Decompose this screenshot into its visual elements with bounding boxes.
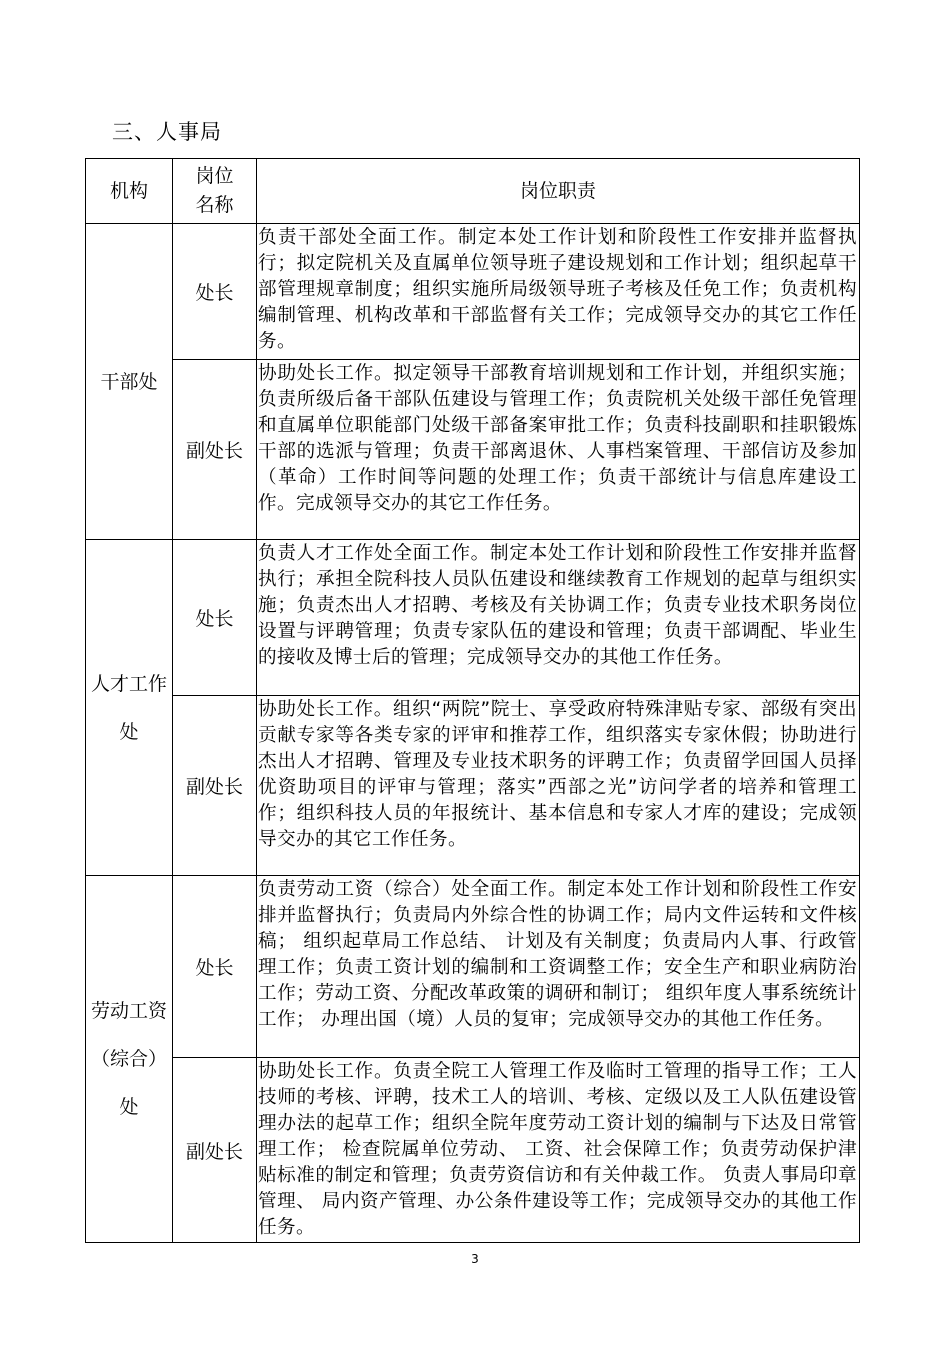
header-duties: 岗位职责 [257, 159, 860, 224]
table-row [86, 1058, 860, 1243]
duty-description: 协助处长工作。拟定领导干部教育培训规划和工作计划，并组织实施；负责所级后备干部队伍建设与管理工作；负责院机关处级干部任免管理和直属单位职能部门处级干部备案审批工作；负责科技副职和挂职锻炼干部的选派与管理；负责干部离退休、人事档案管理、干部信访及参加（革命）工作时间等问题的处理工作；负责干部统计与信息库建设工作。完成领导交办的其它工作任务。 [257, 360, 860, 540]
duty-description: 负责劳动工资（综合）处全面工作。制定本处工作计划和阶段性工作安排并监督执行；负责局内外综合性的协调工作；局内文件运转和文件核稿； 组织起草局工作总结、 计划及有关制度；负责局内人事、行政管理工作；负责工资计划的编制和工资调整工作；安全生产和职业病防治工作；劳动工资、分配改革政策的调研和制订； 组织年度人事系统统计工作； 办理出国（境）人员的复审；完成领导交办的其他工作任务。 [257, 876, 860, 1058]
table-row [86, 224, 860, 360]
department-name: 劳动工资（综合）处 [86, 876, 173, 1243]
duty-description: 协助处长工作。组织“两院”院士、享受政府特殊津贴专家、部级有突出贡献专家等各类专家的评审和推荐工作，组织落实专家休假；协助进行杰出人才招聘、管理及专业技术职务的评聘工作；负责留学回国人员择优资助项目的评审与管理；落实”西部之光”访问学者的培养和管理工作；组织科技人员的年报统计、基本信息和专家人才库的建设；完成领导交办的其它工作任务。 [257, 696, 860, 876]
table-row [86, 540, 860, 696]
table-header-row [86, 159, 860, 224]
section-title: 三、人事局 [112, 120, 222, 144]
duty-description: 负责人才工作处全面工作。制定本处工作计划和阶段性工作安排并监督执行；承担全院科技人员队伍建设和继续教育工作规划的起草与组织实施；负责杰出人才招聘、考核及有关协调工作；负责专业技术职务岗位设置与评聘管理；负责专家队伍的建设和管理；负责干部调配、毕业生的接收及博士后的管理；完成领导交办的其他工作任务。 [257, 540, 860, 696]
duty-description: 协助处长工作。负责全院工人管理工作及临时工管理的指导工作；工人技师的考核、评聘，技术工人的培训、考核、定级以及工人队伍建设管理办法的起草工作；组织全院年度劳动工资计划的编制与下达及日常管理工作； 检查院属单位劳动、 工资、社会保障工作；负责劳动保护津贴标准的制定和管理；负责劳资信访和有关仲裁工作。 负责人事局印章管理、 局内资产管理、办公条件建设等工作；完成领导交办的其他工作任务。 [257, 1058, 860, 1243]
table-row [86, 876, 860, 1058]
position-title: 副处长 [173, 1058, 257, 1243]
department-name: 干部处 [86, 224, 173, 540]
position-title: 副处长 [173, 360, 257, 540]
header-org: 机构 [86, 159, 173, 224]
table-row [86, 696, 860, 876]
position-title: 处长 [173, 876, 257, 1058]
position-title: 副处长 [173, 696, 257, 876]
header-position: 岗位名称 [173, 159, 257, 224]
position-title: 处长 [173, 224, 257, 360]
table-row [86, 360, 860, 540]
duty-description: 负责干部处全面工作。制定本处工作计划和阶段性工作安排并监督执行；拟定院机关及直属单位领导班子建设规划和工作计划；组织起草干部管理规章制度；组织实施所局级领导班子考核及任免工作；负责机构编制管理、机构改革和干部监督有关工作；完成领导交办的其它工作任务。 [257, 224, 860, 360]
department-name: 人才工作处 [86, 540, 173, 876]
duties-table [85, 158, 860, 1243]
position-title: 处长 [173, 540, 257, 696]
page-number: 3 [471, 1252, 479, 1266]
